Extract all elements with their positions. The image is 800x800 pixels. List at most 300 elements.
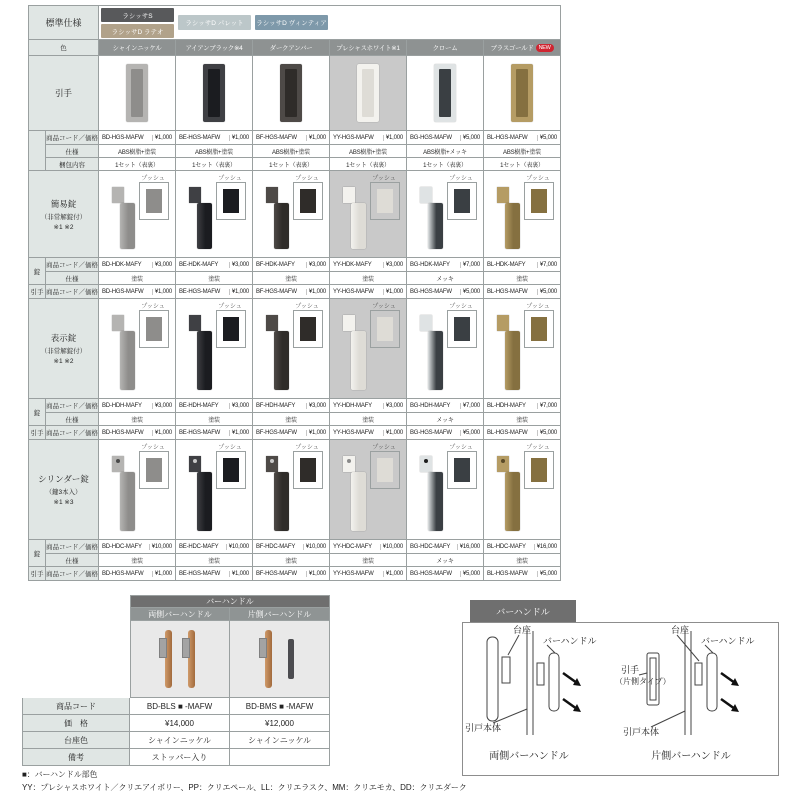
product-code: BL-HGS-MAFW — [487, 288, 528, 295]
wood-handle-icon — [165, 630, 172, 688]
lock-plate-icon — [497, 456, 509, 472]
lock-handle-icon — [428, 331, 443, 390]
code-price-cell — [407, 399, 484, 413]
color-header-shine-nickel — [99, 40, 176, 56]
spec-cell: 1セット（表裏） — [484, 158, 561, 171]
code-price-cell — [176, 285, 253, 299]
product-price: ¥3,000 — [229, 403, 249, 409]
product-price: ¥3,000 — [152, 262, 172, 268]
product-price: ¥5,000 — [460, 430, 480, 436]
lock-set-image-cell — [407, 440, 484, 540]
product-price: ¥7,000 — [537, 403, 557, 409]
push-plate-icon — [531, 458, 547, 482]
code-price-cell — [484, 285, 561, 299]
product-price: ¥5,000 — [537, 135, 557, 141]
lock-handle-icon — [351, 331, 366, 390]
code-price-cell — [484, 540, 561, 554]
push-plate-icon — [531, 189, 547, 213]
section-row-group — [29, 285, 561, 299]
product-price: ¥1,000 — [306, 571, 326, 577]
section-label-cell — [29, 440, 99, 540]
row-label-cell: 商品コード／価格 — [46, 285, 99, 299]
row-group-side-label — [29, 131, 46, 171]
pull-handle-image-cell — [253, 56, 330, 131]
product-code: BF-HDC-MAFY — [256, 543, 296, 550]
base-plate-icon — [182, 638, 190, 658]
product-code: BE-HGS-MAFW — [179, 429, 221, 436]
code-price-cell — [330, 258, 407, 272]
push-label: プッシュ — [218, 445, 242, 451]
section-row-group — [29, 258, 561, 285]
lock-set-image-cell — [330, 171, 407, 258]
product-price: ¥5,000 — [537, 571, 557, 577]
product-code: BF-HGS-MAFW — [256, 134, 297, 141]
row-group-side-label: 引手 — [29, 567, 46, 581]
push-plate-box — [370, 310, 400, 348]
product-price: ¥1,000 — [229, 430, 249, 436]
spec-cell: 塗装 — [176, 272, 253, 285]
code-price-cell — [407, 567, 484, 581]
caption-both-side: 両側バーハンドル — [489, 751, 569, 762]
data-row — [46, 145, 561, 158]
color-header-row — [29, 40, 561, 56]
product-code: BG-HDH-MAFY — [410, 402, 451, 409]
push-label: プッシュ — [218, 304, 242, 310]
wood-handle-icon — [188, 630, 195, 688]
product-price: ¥5,000 — [537, 430, 557, 436]
push-plate-box — [447, 310, 477, 348]
section-row-group — [29, 540, 561, 567]
lock-handle-icon — [197, 472, 212, 531]
code-price-cell — [176, 426, 253, 440]
color-header-iron-black — [176, 40, 253, 56]
row-group-side-label: 引手 — [29, 426, 46, 440]
spec-cell: 1セット（表裏） — [176, 158, 253, 171]
product-code: BG-HGS-MAFW — [410, 134, 452, 141]
spec-cell: 塗装 — [330, 272, 407, 285]
code-price-cell — [484, 399, 561, 413]
product-code: BG-HGS-MAFW — [410, 288, 452, 295]
push-plate-icon — [223, 458, 239, 482]
code-price-cell — [176, 540, 253, 554]
lock-plate-icon — [266, 315, 278, 331]
product-code: YY-HGS-MAFW — [333, 134, 374, 141]
section-label-cell — [29, 171, 99, 258]
data-row — [46, 131, 561, 145]
code-price-cell — [176, 258, 253, 272]
lock-set-image-cell — [484, 299, 561, 399]
push-label: プッシュ — [372, 445, 396, 451]
data-row — [46, 413, 561, 426]
row-label-cell: 商品コード／価格 — [46, 426, 99, 440]
row-label-cell: 仕様 — [46, 413, 99, 426]
push-plate-box — [293, 310, 323, 348]
product-code: BG-HDK-MAFY — [410, 261, 450, 268]
code-price-cell — [484, 567, 561, 581]
product-code: BF-HGS-MAFW — [256, 288, 297, 295]
spec-cell: 塗装 — [484, 413, 561, 426]
code-price-cell — [176, 567, 253, 581]
code-price-cell — [330, 540, 407, 554]
base-plate-icon — [259, 638, 267, 658]
pull-handle-recess — [131, 69, 143, 117]
spec-cell: メッキ — [407, 413, 484, 426]
keyhole-icon — [193, 459, 197, 463]
product-price: ¥3,000 — [229, 262, 249, 268]
code-price-cell — [176, 131, 253, 145]
color-label: 色 — [60, 45, 67, 52]
code-price-cell — [253, 258, 330, 272]
push-plate-icon — [531, 317, 547, 341]
pull-handle-recess — [516, 69, 528, 117]
section-image-row — [29, 299, 561, 399]
spec-label: 標準仕様 — [45, 18, 82, 28]
code-price-cell — [484, 258, 561, 272]
code-row-label: 商品コード — [22, 698, 130, 715]
product-price: ¥16,000 — [457, 544, 480, 550]
spec-label-cell — [29, 6, 99, 40]
spec-cell: 塗装 — [253, 554, 330, 567]
spec-cell: 塗装 — [484, 272, 561, 285]
pull-handle-recess — [208, 69, 220, 117]
product-price: ¥3,000 — [383, 262, 403, 268]
push-label: プッシュ — [295, 176, 319, 182]
spec-cell: ABS樹脂+塗装 — [484, 145, 561, 158]
one-side-subheader: 片側バーハンドル — [230, 608, 330, 621]
spacer-cell — [22, 621, 130, 698]
product-price: ¥1,000 — [306, 289, 326, 295]
data-row — [46, 258, 561, 272]
section-image-row — [29, 440, 561, 540]
push-label: プッシュ — [449, 304, 473, 310]
product-code: BL-HGS-MAFW — [487, 134, 528, 141]
row-group-side-label: 錠 — [29, 399, 46, 426]
lock-handle-icon — [274, 331, 289, 390]
label-hikite-type: （片側タイプ） — [615, 677, 671, 686]
row-group-side-label: 錠 — [29, 258, 46, 285]
spec-cell: 塗装 — [176, 413, 253, 426]
spec-cell: 塗装 — [330, 554, 407, 567]
product-code: YY-HGS-MAFW — [333, 570, 374, 577]
code-price-cell — [99, 258, 176, 272]
push-label: プッシュ — [218, 176, 242, 182]
section-label-line: 簡易錠 — [50, 198, 77, 209]
lock-set-image-cell — [176, 440, 253, 540]
caption-one-side: 片側バーハンドル — [651, 751, 731, 762]
lock-plate-icon — [189, 315, 201, 331]
section-label-cell — [29, 56, 99, 131]
lock-handle-icon — [351, 472, 366, 531]
both-side-subheader: 両側バーハンドル — [130, 608, 230, 621]
product-price: ¥1,000 — [306, 135, 326, 141]
code-price-cell — [484, 426, 561, 440]
spec-header-row — [29, 6, 561, 40]
code-price-cell — [407, 540, 484, 554]
push-plate-icon — [300, 189, 316, 213]
data-row — [46, 158, 561, 171]
push-label: プッシュ — [372, 176, 396, 182]
push-plate-box — [447, 182, 477, 220]
spec-cell: ABS樹脂+塗装 — [253, 145, 330, 158]
color-header-precious-white — [330, 40, 407, 56]
pull-handle-image-cell — [484, 56, 561, 131]
product-price: ¥5,000 — [460, 571, 480, 577]
lock-handle-icon — [274, 203, 289, 249]
spec-cell: 塗装 — [253, 413, 330, 426]
push-plate-box — [293, 451, 323, 489]
section-image-row — [29, 56, 561, 131]
push-label: プッシュ — [141, 304, 165, 310]
label-door-left: 引戸本体 — [465, 723, 502, 733]
lock-set-image-cell — [484, 171, 561, 258]
push-label: プッシュ — [295, 304, 319, 310]
code-price-cell — [330, 285, 407, 299]
code-price-cell — [253, 540, 330, 554]
series-badge-area — [99, 6, 561, 40]
pull-handle-image-cell — [330, 56, 407, 131]
product-price: ¥10,000 — [149, 544, 172, 550]
lock-set-image-cell — [176, 299, 253, 399]
code-price-cell — [99, 285, 176, 299]
code-price-cell — [330, 426, 407, 440]
row-group-stack — [46, 131, 561, 171]
push-label: プッシュ — [526, 304, 550, 310]
lock-plate-icon — [343, 456, 355, 472]
recessed-pull-icon — [288, 639, 294, 679]
lock-handle-icon — [505, 203, 520, 249]
product-price: ¥3,000 — [306, 403, 326, 409]
code-price-cell — [484, 131, 561, 145]
product-price: ¥10,000 — [226, 544, 249, 550]
color-header-chrome — [407, 40, 484, 56]
product-code: BE-HGS-MAFW — [179, 570, 221, 577]
price-row-label: 価 格 — [22, 715, 130, 732]
product-price: ¥3,000 — [306, 262, 326, 268]
push-plate-box — [139, 310, 169, 348]
product-price: ¥1,000 — [383, 135, 403, 141]
color-name: シャインニッケル — [112, 45, 162, 52]
spec-cell: 1セット（表裏） — [99, 158, 176, 171]
lock-set-image-cell — [484, 440, 561, 540]
wood-handle-single — [265, 630, 294, 688]
product-price: ¥7,000 — [537, 262, 557, 268]
product-price: ¥1,000 — [229, 289, 249, 295]
color-header-dark-amber — [253, 40, 330, 56]
push-label: プッシュ — [449, 445, 473, 451]
push-plate-icon — [223, 317, 239, 341]
lock-plate-icon — [497, 187, 509, 203]
spec-cell: 1セット（表裏） — [253, 158, 330, 171]
product-code: BL-HDK-MAFY — [487, 261, 526, 268]
row-label-cell: 商品コード／価格 — [46, 258, 99, 272]
code-price-cell — [253, 285, 330, 299]
product-code: BE-HDC-MAFY — [179, 543, 219, 550]
product-price: ¥1,000 — [229, 135, 249, 141]
product-code: BL-HGS-MAFW — [487, 429, 528, 436]
product-price: ¥7,000 — [460, 262, 480, 268]
lock-set-image-cell — [253, 299, 330, 399]
bar-handle-diagram — [463, 623, 776, 773]
one-side-handle-image — [230, 621, 330, 698]
pull-handle-image-cell — [176, 56, 253, 131]
lock-plate-icon — [266, 456, 278, 472]
keyhole-icon — [424, 459, 428, 463]
push-plate-box — [216, 182, 246, 220]
product-code: BF-HGS-MAFW — [256, 429, 297, 436]
lock-plate-icon — [420, 315, 432, 331]
color-name: クローム — [432, 45, 458, 52]
section-row-group — [29, 426, 561, 440]
data-row — [46, 567, 561, 581]
push-plate-box — [524, 451, 554, 489]
color-label-cell — [29, 40, 99, 56]
lock-plate-icon — [112, 315, 124, 331]
lock-set-image-cell — [176, 171, 253, 258]
series-badge-lasissa-s: ラシッサS — [101, 8, 174, 22]
section-label-line: シリンダー錠 — [38, 474, 89, 484]
lock-set-image-cell — [407, 299, 484, 399]
spec-cell: メッキ — [407, 554, 484, 567]
spec-cell: 1セット（表裏） — [330, 158, 407, 171]
push-plate-box — [293, 182, 323, 220]
push-plate-icon — [146, 189, 162, 213]
lock-handle-icon — [197, 203, 212, 249]
spacer-cell — [22, 595, 130, 608]
product-price: ¥1,000 — [152, 571, 172, 577]
data-row — [46, 554, 561, 567]
product-code: BD-HGS-MAFW — [102, 288, 144, 295]
both-side-note: ストッパー入り — [130, 749, 230, 766]
product-code: BE-HDK-MAFY — [179, 261, 219, 268]
product-price: ¥1,000 — [152, 430, 172, 436]
lock-set-image-cell — [99, 440, 176, 540]
data-row — [46, 426, 561, 440]
product-code: BD-HDK-MAFY — [102, 261, 142, 268]
section-row-group — [29, 131, 561, 171]
push-plate-icon — [454, 189, 470, 213]
pull-handle-icon — [357, 64, 379, 122]
product-price: ¥5,000 — [460, 289, 480, 295]
keyhole-icon — [270, 459, 274, 463]
product-code: YY-HDH-MAFY — [333, 402, 372, 409]
product-code: YY-HDK-MAFY — [333, 261, 372, 268]
push-label: プッシュ — [141, 445, 165, 451]
product-price: ¥1,000 — [383, 289, 403, 295]
spec-cell: ABS樹脂+塗装 — [99, 145, 176, 158]
lock-plate-icon — [266, 187, 278, 203]
pull-handle-image-cell — [99, 56, 176, 131]
pull-handle-icon — [434, 64, 456, 122]
code-price-cell — [99, 399, 176, 413]
lock-set-image-cell — [253, 171, 330, 258]
row-group-stack — [46, 540, 561, 567]
new-badge: NEW — [536, 44, 554, 52]
code-price-cell — [176, 399, 253, 413]
main-spec-table — [28, 5, 561, 581]
color-name: プレシャスホワイト※1 — [336, 45, 400, 52]
row-label-cell: 梱包内容 — [46, 158, 99, 171]
code-price-cell — [253, 131, 330, 145]
row-group-side-label: 錠 — [29, 540, 46, 567]
pull-handle-icon — [280, 64, 302, 122]
product-code: YY-HGS-MAFW — [333, 429, 374, 436]
product-code: YY-HGS-MAFW — [333, 288, 374, 295]
data-row — [46, 399, 561, 413]
code-price-cell — [253, 399, 330, 413]
code-price-cell — [330, 399, 407, 413]
row-label-cell: 商品コード／価格 — [46, 131, 99, 145]
lock-set-image-cell — [330, 440, 407, 540]
label-bar-left: バーハンドル — [543, 636, 597, 646]
spec-cell: 塗装 — [330, 413, 407, 426]
pull-handle-recess — [285, 69, 297, 117]
bar-handle-header: バーハンドル — [130, 595, 330, 608]
lock-plate-icon — [112, 456, 124, 472]
section-label-line: （非常解錠付） — [40, 213, 87, 221]
data-row — [46, 272, 561, 285]
product-price: ¥1,000 — [383, 571, 403, 577]
product-price: ¥5,000 — [460, 135, 480, 141]
one-side-code: BD-BMS ■ -MAFW — [230, 698, 330, 715]
spec-cell: 塗装 — [99, 554, 176, 567]
lock-plate-icon — [112, 187, 124, 203]
pull-handle-icon — [126, 64, 148, 122]
color-name: ブラスゴールド — [490, 45, 534, 52]
push-label: プッシュ — [295, 445, 319, 451]
one-side-price: ¥12,000 — [230, 715, 330, 732]
push-label: プッシュ — [141, 176, 165, 182]
lock-handle-icon — [274, 472, 289, 531]
lock-plate-icon — [343, 187, 355, 203]
product-code: BL-HGS-MAFW — [487, 570, 528, 577]
pull-handle-recess — [439, 69, 451, 117]
code-price-cell — [407, 131, 484, 145]
product-code: BD-HGS-MAFW — [102, 134, 144, 141]
product-price: ¥1,000 — [229, 571, 249, 577]
lock-set-image-cell — [99, 299, 176, 399]
spec-cell: 塗装 — [253, 272, 330, 285]
push-plate-box — [447, 451, 477, 489]
lock-handle-icon — [428, 203, 443, 249]
lock-plate-icon — [189, 187, 201, 203]
code-price-cell — [407, 258, 484, 272]
both-side-handle-image — [130, 621, 230, 698]
pull-handle-icon — [511, 64, 533, 122]
bar-handle-diagram-panel — [462, 622, 779, 776]
series-badge-lasissa-d-vintia: ラシッサD ヴィンティア — [255, 15, 328, 30]
spec-cell: 塗装 — [99, 413, 176, 426]
lock-handle-icon — [120, 472, 135, 531]
product-price: ¥1,000 — [383, 430, 403, 436]
push-plate-icon — [300, 458, 316, 482]
label-bar-right: バーハンドル — [701, 636, 755, 646]
spec-cell: 塗装 — [484, 554, 561, 567]
product-code: BF-HGS-MAFW — [256, 570, 297, 577]
row-group-stack — [46, 258, 561, 285]
label-door-right: 引戸本体 — [623, 727, 660, 737]
row-group-stack — [46, 567, 561, 581]
keyhole-icon — [347, 459, 351, 463]
spec-cell: 塗装 — [99, 272, 176, 285]
row-group-stack — [46, 285, 561, 299]
code-price-cell — [407, 426, 484, 440]
both-side-code: BD-BLS ■ -MAFW — [130, 698, 230, 715]
product-price: ¥7,000 — [460, 403, 480, 409]
color-name: ダークアンバー — [269, 45, 313, 52]
both-side-price: ¥14,000 — [130, 715, 230, 732]
lock-handle-icon — [351, 203, 366, 249]
lock-set-image-cell — [99, 171, 176, 258]
